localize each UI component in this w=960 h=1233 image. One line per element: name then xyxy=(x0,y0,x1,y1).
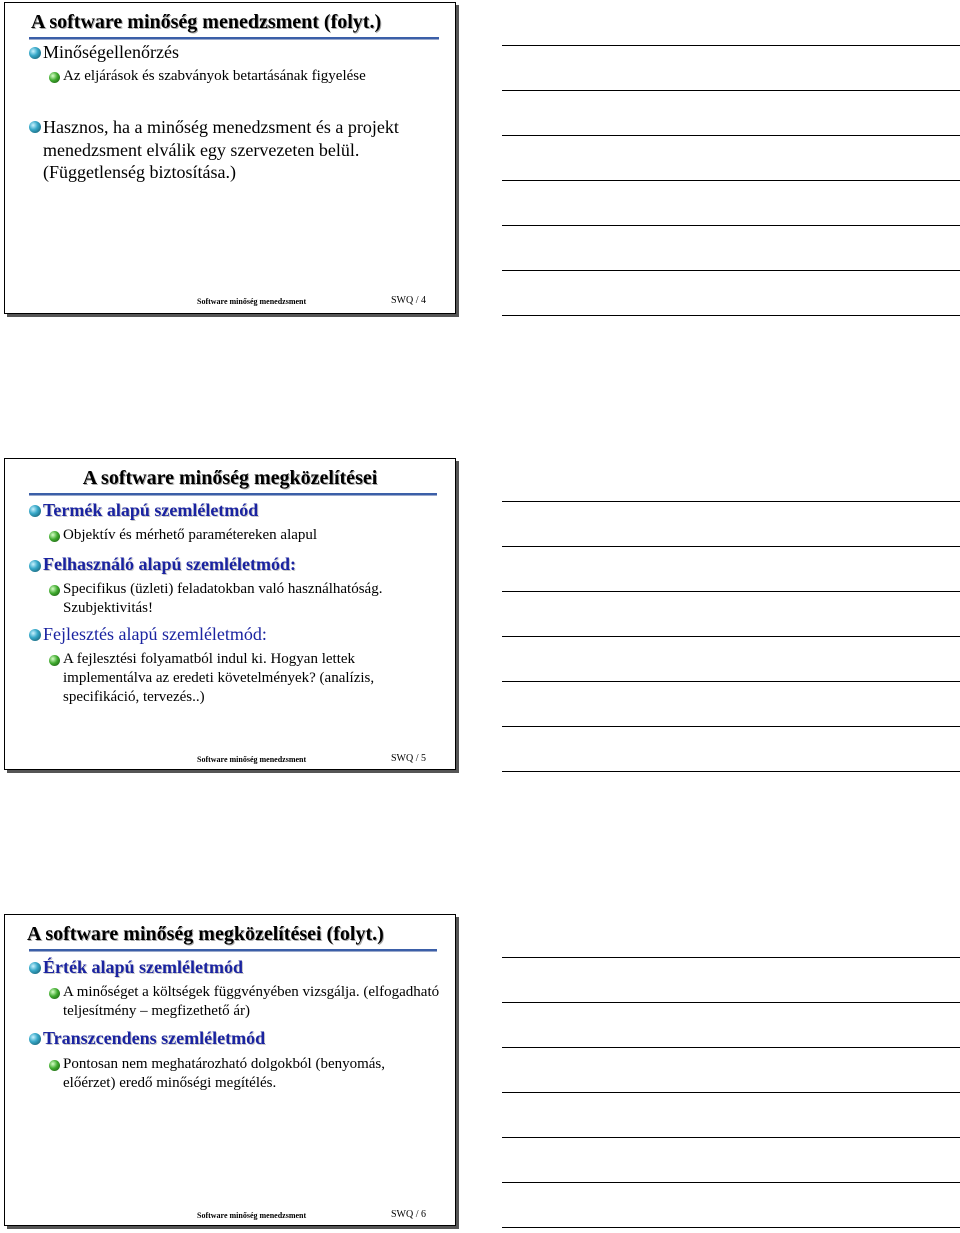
note-line xyxy=(502,1182,960,1183)
note-line xyxy=(502,726,960,727)
footer-slide-number: SWQ / 6 xyxy=(391,1209,426,1220)
teal-sphere-bullet-icon xyxy=(29,962,41,974)
footer-slide-number: SWQ / 4 xyxy=(391,295,426,306)
footer-slide-number: SWQ / 5 xyxy=(391,753,426,764)
sub-bullet-item: Az eljárások és szabványok betartásának figyelése xyxy=(63,68,366,84)
slide-title: A software minőség menedzsment (folyt.) xyxy=(31,11,382,33)
slide-title: A software minőség megközelítései (folyt.) xyxy=(27,923,384,945)
bullet-item-fuggetlenseg: Hasznos, ha a minőség menedzsment és a projekt menedzsment elválik egy szervezeten belül. (Függetlenség biztosítása.) xyxy=(43,117,399,182)
slide-4 xyxy=(4,2,456,314)
note-line xyxy=(502,180,960,181)
note-line xyxy=(502,636,960,637)
sub-bullet-item: Pontosan nem meghatározható dolgokból (benyomás, előérzet) eredő minőségi megítélés. xyxy=(63,1056,386,1091)
sub-bullet-item: Objektív és mérhető paramétereken alapul xyxy=(63,527,318,543)
bullet-item-minosegellenorzes: Minőségellenőrzés xyxy=(43,42,179,62)
note-line xyxy=(502,771,960,772)
note-line xyxy=(502,45,960,46)
heading-felhasznalo-alapu: Felhasználó alapú szemléletmód: xyxy=(43,554,296,574)
heading-termek-alapu: Termék alapú szemléletmód xyxy=(43,500,259,520)
sub-bullet-item: A fejlesztési folyamatból indul ki. Hogyan lettek implementálva az eredeti követelmények? (analízis, specifikáció, tervezés..) xyxy=(63,651,375,705)
footer-course-title: Software minőség menedzsment xyxy=(197,755,307,764)
teal-sphere-bullet-icon xyxy=(29,629,41,641)
note-line xyxy=(502,315,960,316)
note-line xyxy=(502,591,960,592)
note-line xyxy=(502,681,960,682)
note-line xyxy=(502,1092,960,1093)
slide-6 xyxy=(4,914,456,1226)
teal-sphere-bullet-icon xyxy=(29,47,41,59)
title-underline xyxy=(29,37,439,39)
note-line xyxy=(502,957,960,958)
teal-sphere-bullet-icon xyxy=(29,1033,41,1045)
sub-bullet-item: Specifikus (üzleti) feladatokban való használhatóság. Szubjektivitás! xyxy=(63,581,383,616)
green-sphere-bullet-icon xyxy=(49,1060,60,1071)
footer-course-title: Software minőség menedzsment xyxy=(197,297,307,306)
teal-sphere-bullet-icon xyxy=(29,505,41,517)
green-sphere-bullet-icon xyxy=(49,655,60,666)
note-line xyxy=(502,1047,960,1048)
teal-sphere-bullet-icon xyxy=(29,560,41,572)
note-line xyxy=(502,90,960,91)
green-sphere-bullet-icon xyxy=(49,531,60,542)
footer-course-title: Software minőség menedzsment xyxy=(197,1211,307,1220)
note-line xyxy=(502,1227,960,1228)
note-line xyxy=(502,501,960,502)
heading-ertek-alapu: Érték alapú szemléletmód xyxy=(43,957,243,977)
title-underline xyxy=(29,493,437,495)
sub-bullet-item: A minőséget a költségek függvényében vizsgálja. (elfogadható teljesítmény – megfizethető ár) xyxy=(63,984,440,1019)
heading-fejlesztes-alapu: Fejlesztés alapú szemléletmód: xyxy=(43,624,267,644)
note-line xyxy=(502,1002,960,1003)
teal-sphere-bullet-icon xyxy=(29,121,41,133)
green-sphere-bullet-icon xyxy=(49,585,60,596)
note-line xyxy=(502,225,960,226)
note-line xyxy=(502,546,960,547)
note-line xyxy=(502,1137,960,1138)
heading-transzcendens: Transzcendens szemléletmód xyxy=(43,1028,266,1048)
green-sphere-bullet-icon xyxy=(49,72,60,83)
slide-title: A software minőség megközelítései xyxy=(82,467,378,489)
title-underline xyxy=(29,949,437,951)
note-line xyxy=(502,270,960,271)
slide-5 xyxy=(4,458,456,770)
note-line xyxy=(502,135,960,136)
green-sphere-bullet-icon xyxy=(49,988,60,999)
